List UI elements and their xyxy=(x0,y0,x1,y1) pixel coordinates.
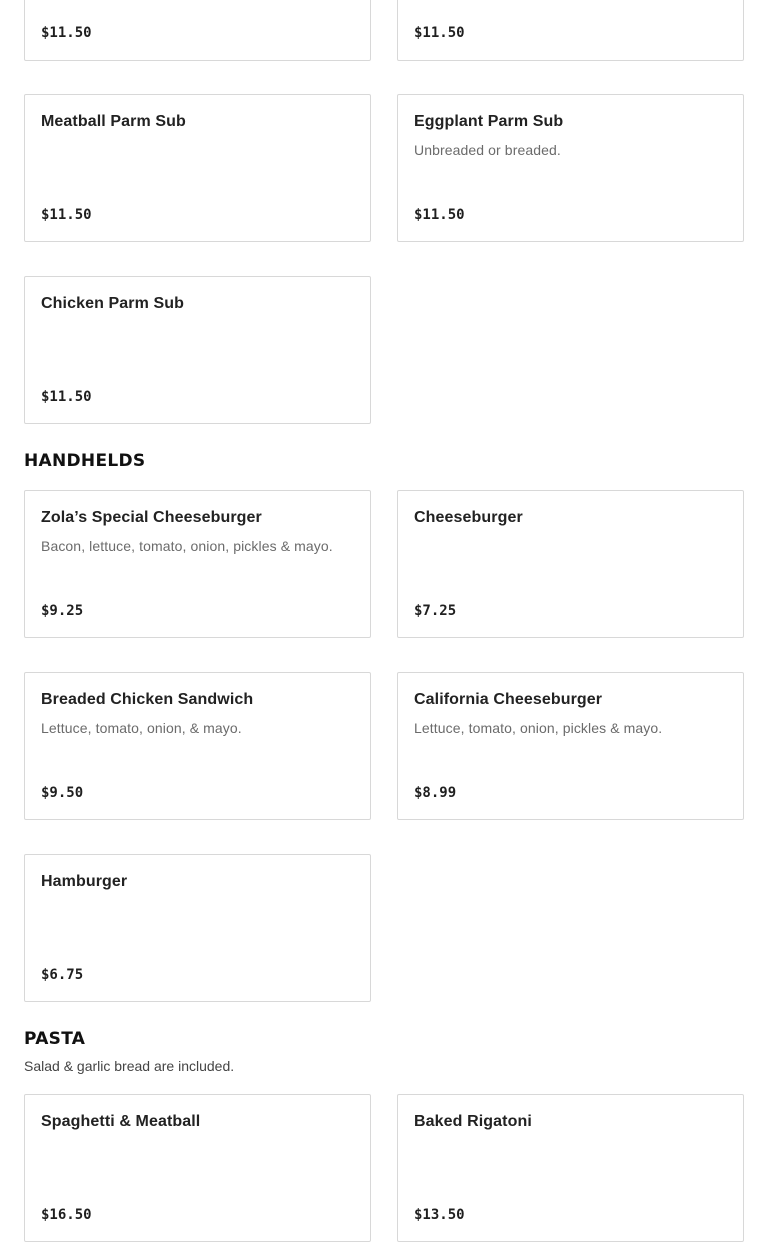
item-name: California Cheeseburger xyxy=(414,691,603,708)
item-name: Cheeseburger xyxy=(414,509,523,526)
section-title-handhelds: HANDHELDS xyxy=(24,451,146,471)
menu-item-card[interactable] xyxy=(24,0,371,61)
item-price: $9.25 xyxy=(41,603,84,619)
menu-item-card[interactable] xyxy=(24,1094,371,1242)
menu-item-card[interactable] xyxy=(24,490,371,638)
menu-item-card[interactable] xyxy=(24,854,371,1002)
item-price: $13.50 xyxy=(414,1207,465,1223)
item-price: $11.50 xyxy=(414,207,465,223)
menu-item-card[interactable] xyxy=(24,94,371,242)
menu-item-card[interactable] xyxy=(397,490,744,638)
item-name: Chicken Parm Sub xyxy=(41,295,184,312)
item-price: $11.50 xyxy=(41,207,92,223)
item-name: Zola’s Special Cheeseburger xyxy=(41,509,262,526)
item-name: Spaghetti & Meatball xyxy=(41,1113,201,1130)
item-price: $11.50 xyxy=(414,25,465,41)
item-price: $7.25 xyxy=(414,603,457,619)
menu-item-card[interactable] xyxy=(24,276,371,424)
item-description: Unbreaded or breaded. xyxy=(414,142,561,158)
item-price: $11.50 xyxy=(41,389,92,405)
item-name: Hamburger xyxy=(41,873,128,890)
item-price: $16.50 xyxy=(41,1207,92,1223)
section-note-pasta: Salad & garlic bread are included. xyxy=(24,1058,235,1074)
menu-item-card[interactable] xyxy=(397,672,744,820)
item-price: $11.50 xyxy=(41,25,92,41)
item-price: $8.99 xyxy=(414,785,457,801)
menu-item-card[interactable] xyxy=(397,0,744,61)
item-description: Lettuce, tomato, onion, pickles & mayo. xyxy=(414,720,663,736)
menu-item-card[interactable] xyxy=(397,1094,744,1242)
item-name: Baked Rigatoni xyxy=(414,1113,532,1130)
item-name: Breaded Chicken Sandwich xyxy=(41,691,254,708)
item-price: $9.50 xyxy=(41,785,84,801)
item-description: Bacon, lettuce, tomato, onion, pickles & mayo. xyxy=(41,538,333,554)
item-price: $6.75 xyxy=(41,967,84,983)
item-description: Lettuce, tomato, onion, & mayo. xyxy=(41,720,242,736)
item-name: Meatball Parm Sub xyxy=(41,113,186,130)
item-name: Eggplant Parm Sub xyxy=(414,113,564,130)
section-title-pasta: PASTA xyxy=(24,1029,86,1049)
menu-item-card[interactable] xyxy=(397,94,744,242)
menu-item-card[interactable] xyxy=(24,672,371,820)
